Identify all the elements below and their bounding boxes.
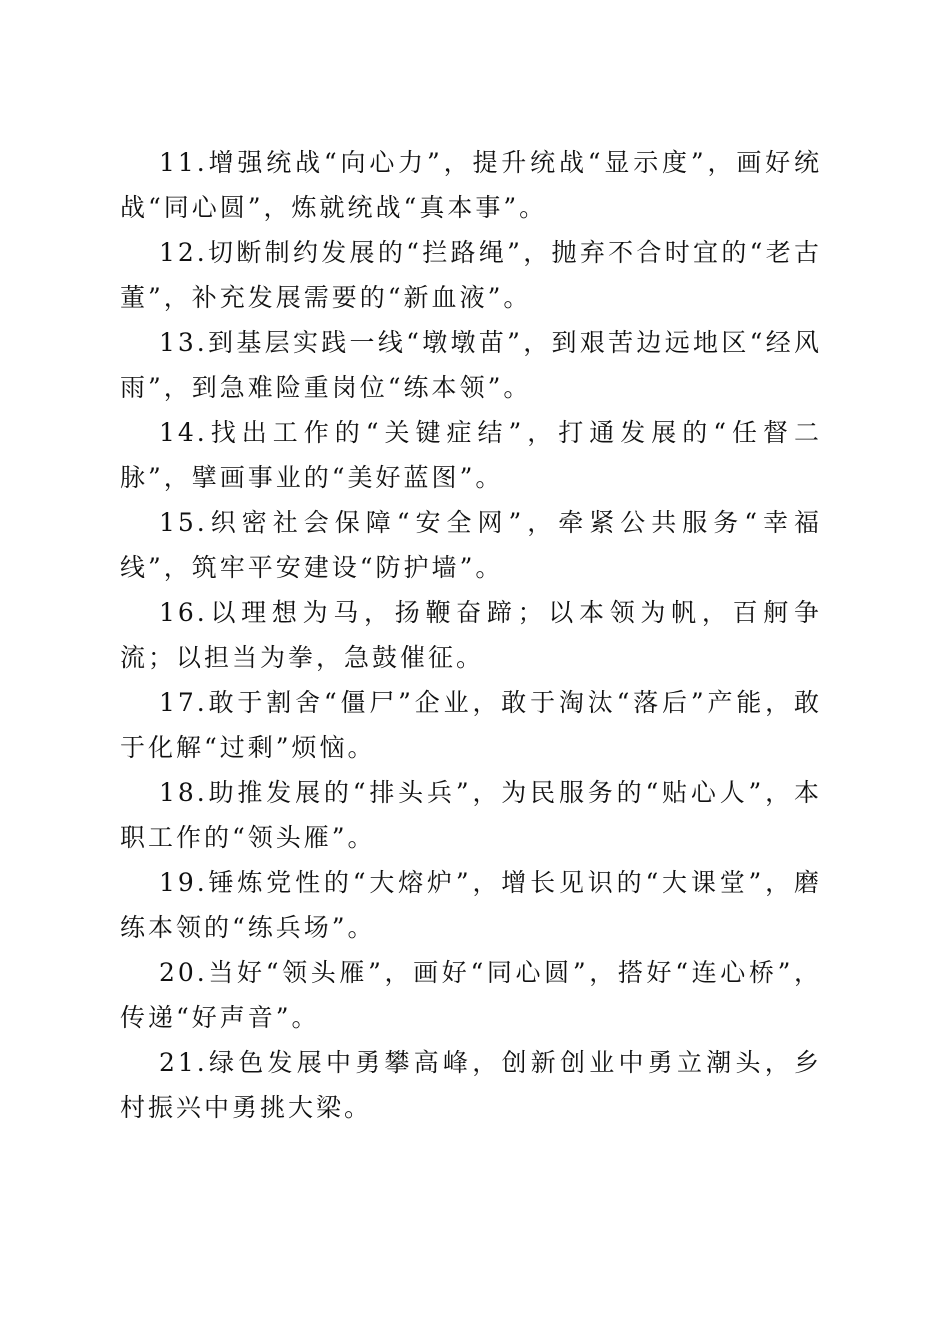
paragraph-item-21: 21.绿色发展中勇攀高峰，创新创业中勇立潮头，乡村振兴中勇挑大梁。 (120, 1048, 822, 1122)
paragraph-item-20: 20.当好“领头雁”，画好“同心圆”，搭好“连心桥”，传递“好声音”。 (120, 958, 822, 1032)
paragraph-item-18: 18.助推发展的“排头兵”，为民服务的“贴心人”，本职工作的“领头雁”。 (120, 778, 822, 852)
paragraph-item-11: 11.增强统战“向心力”，提升统战“显示度”，画好统战“同心圆”，炼就统战“真本事”。 (120, 148, 822, 222)
paragraph-item-13: 13.到基层实践一线“墩墩苗”，到艰苦边远地区“经风雨”，到急难险重岗位“练本领”。 (120, 328, 822, 402)
paragraph-item-16: 16.以理想为马，扬鞭奋蹄；以本领为帆，百舸争流；以担当为拳，急鼓催征。 (120, 598, 822, 672)
paragraph-item-17: 17.敢于割舍“僵尸”企业，敢于淘汰“落后”产能，敢于化解“过剩”烦恼。 (120, 688, 822, 762)
paragraph-item-12: 12.切断制约发展的“拦路绳”，抛弃不合时宜的“老古董”，补充发展需要的“新血液”。 (120, 238, 822, 312)
document-body (120, 140, 822, 1130)
paragraph-item-15: 15.织密社会保障“安全网”，牵紧公共服务“幸福线”，筑牢平安建设“防护墙”。 (120, 508, 822, 582)
paragraph-item-14: 14.找出工作的“关键症结”，打通发展的“任督二脉”，擘画事业的“美好蓝图”。 (120, 418, 822, 492)
paragraph-item-19: 19.锤炼党性的“大熔炉”，增长见识的“大课堂”，磨练本领的“练兵场”。 (120, 868, 822, 942)
